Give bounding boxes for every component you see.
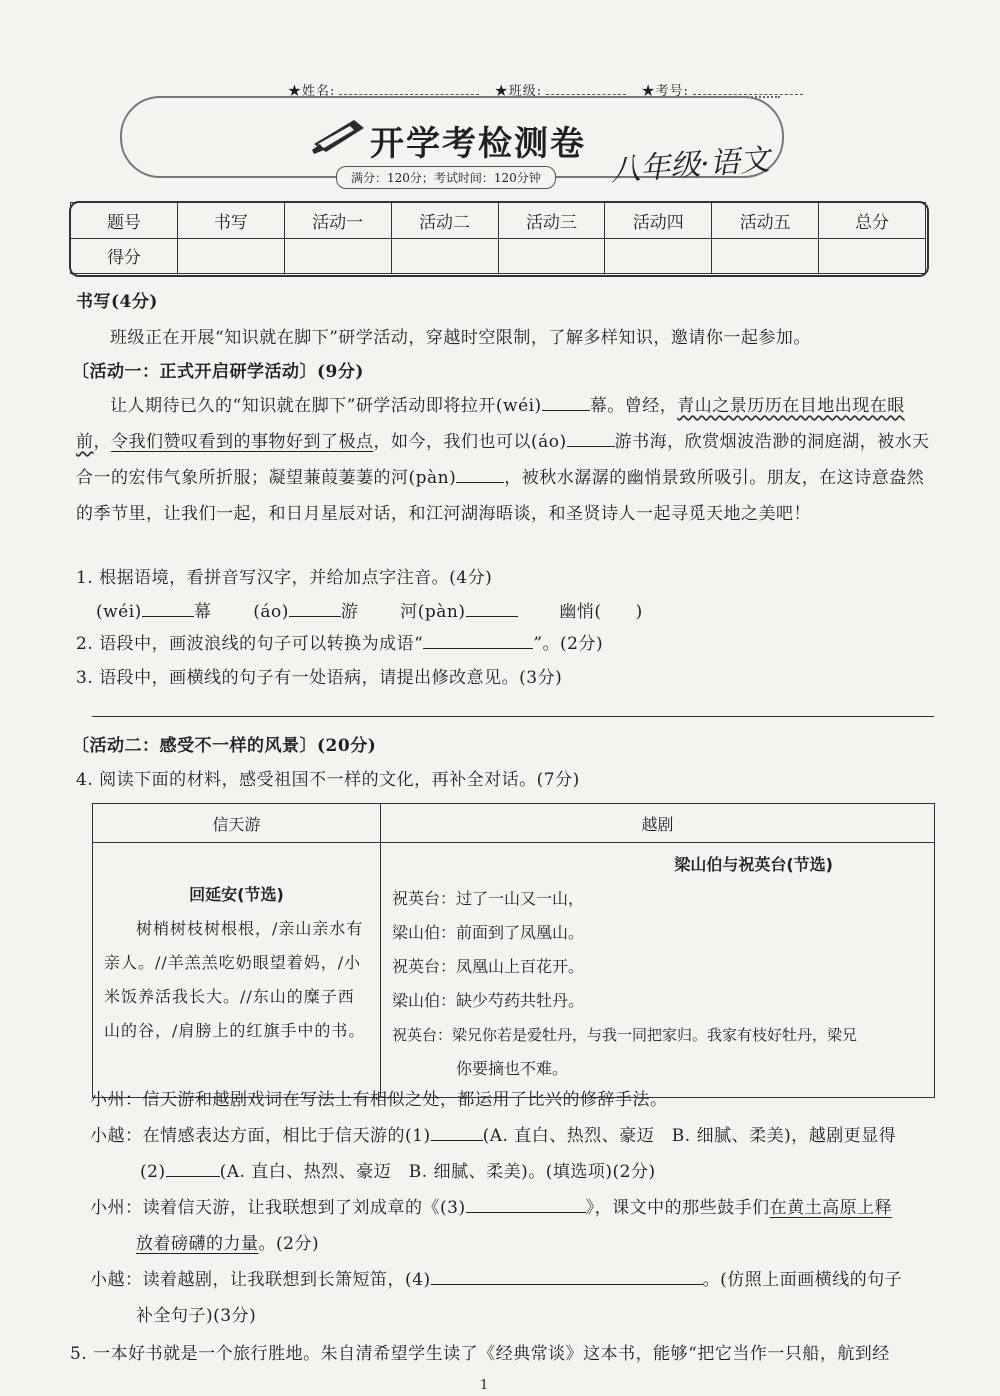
score-cell: 活动四 [605,203,712,239]
answer-blank[interactable] [456,464,504,483]
score-cell: 活动五 [712,203,819,239]
score-input[interactable] [177,238,284,274]
underlined-sentence: 令我们赞叹看到的事物好到了极点 [111,432,374,452]
question-1-items: (wéi) 幕 (áo) 游 河(pàn) 幽悄( ) [96,594,643,630]
opera-line: 你要摘也不难。 [456,1059,569,1078]
score-input[interactable] [391,238,498,274]
opera-line: 祝英台：凤凰山上百花开。 [392,957,585,976]
opera-line: 梁山伯：缺少芍药共牡丹。 [392,991,585,1010]
question-4: 4. 阅读下面的材料，感受祖国不一样的文化，再补全对话。(7分) [76,770,580,790]
score-input[interactable] [712,238,819,274]
score-cell: 活动三 [498,203,605,239]
dialogue-4-cont: 补全句子)(3分) [136,1306,257,1326]
dialogue-1: 小州：信天游和越剧戏词在写法上有相似之处，都运用了比兴的修辞手法。 [90,1090,668,1110]
activity2-heading: 〔活动二：感受不一样的风景〕(20分) [72,736,377,756]
question-5: 5. 一本好书就是一个旅行胜地。朱自清希望学生读了《经典常谈》这本书，能够“把它当作一只船，航到经 [70,1344,890,1364]
score-cell: 总分 [819,203,926,239]
activity1-heading: 〔活动一：正式开启研学活动〕(9分) [72,362,364,382]
score-cell: 活动一 [284,203,391,239]
score-cell: 书写 [177,203,284,239]
dialogue-2: 小越：在情感表达方面，相比于信天游的(1) (A. 直白、热烈、豪迈 B. 细腻、柔美)，越剧更显得 [90,1118,950,1154]
score-value-row [71,238,926,274]
page-number: 1 [480,1378,489,1393]
exam-subtitle: 满分：120分；考试时间：120分钟 [336,166,556,189]
column-header-xintianyou: 信天游 [93,804,381,843]
wavy-sentence: 青山之景历历在目地出现在眼前 [76,396,905,452]
answer-blank[interactable] [289,598,341,617]
underlined-phrase: 放着磅礴的力量 [136,1234,259,1254]
answer-blank[interactable] [423,630,533,649]
answer-blank[interactable] [466,1194,586,1213]
column-header-yueju: 越剧 [381,804,935,843]
answer-blank[interactable] [466,598,518,617]
score-label: 得分 [71,238,178,274]
exam-no-label: ★考号: [641,84,689,99]
score-input[interactable] [605,238,712,274]
opera-title: 梁山伯与祝英台(节选) [674,855,833,874]
poem-cell [93,843,381,1098]
opera-line: 祝英台：过了一山又一山， [392,889,585,908]
intro-paragraph: 班级正在开展“知识就在脚下”研学活动，穿越时空限制，了解多样知识，邀请你一起参加。 [110,328,811,348]
question-2: 2. 语段中，画波浪线的句子可以转换为成语“ ”。(2分) [76,626,603,662]
exam-no-field[interactable] [693,82,803,95]
poem-text: 树梢树枝树根根，/亲山亲水有亲人。//羊羔羔吃奶眼望着妈，/小米饭养活我长大。//东山的糜子西山的谷，/肩膀上的红旗手中的书。 [104,919,366,1040]
dialogue-4: 小越：读着越剧，让我联想到长箫短笛，(4) 。(仿照上面画横线的句子 [90,1262,960,1298]
answer-line[interactable] [92,716,934,717]
question-3: 3. 语段中，画横线的句子有一处语病，请提出修改意见。(3分) [76,668,563,688]
score-cell: 题号 [71,203,178,239]
material-table [92,803,935,1098]
answer-blank[interactable] [542,392,590,411]
question-1: 1. 根据语境，看拼音写汉字，并给加点字注音。(4分) [76,568,493,588]
underlined-phrase: 在黄土高原上释 [769,1198,893,1218]
score-header-row [71,203,926,239]
opera-cell [381,843,935,1098]
class-field[interactable] [546,82,626,95]
answer-blank[interactable] [431,1122,483,1141]
dialogue-3-cont: 放着磅礴的力量。(2分) [136,1234,320,1254]
name-field[interactable] [339,82,479,95]
score-input[interactable] [498,238,605,274]
answer-blank[interactable] [166,1158,220,1177]
writing-heading: 书写(4分) [76,292,158,312]
name-label: ★姓名: [288,84,336,99]
answer-blank[interactable] [431,1266,703,1285]
score-input[interactable] [819,238,926,274]
score-table [70,202,926,274]
dialogue-2-cont: (2) (A. 直白、热烈、豪迈 B. 细腻、柔美)。(填选项)(2分) [140,1154,656,1190]
activity1-passage: 让人期待已久的“知识就在脚下”研学活动即将拉开(wéi) 幕。曾经，青山之景历历在目地出现在眼前，令我们赞叹看到的事物好到了极点，如今，我们也可以(áo) 游书海，欣赏烟波浩渺的洞庭湖，被水天合一的宏伟气象所折服；凝望蒹葭萋萋的河(pàn) ，被秋水潺潺的幽悄景致所吸引。朋友，在这诗意盎然的季节里，让我们一起，和日月星辰对话，和江河湖海晤谈，和圣贤诗人一起寻觅天地之美吧！ [76,388,936,532]
score-input[interactable] [284,238,391,274]
handwritten-grade-subject: 八年级·语文 [609,142,771,189]
poem-title: 回延安(节选) [189,885,284,904]
pen-icon [310,114,368,156]
opera-line: 梁山伯：前面到了凤凰山。 [392,923,585,942]
opera-line: 祝英台：梁兄你若是爱牡丹，与我一同把家归。我家有枝好牡丹，梁兄 [392,1026,858,1044]
answer-blank[interactable] [567,428,615,447]
answer-blank[interactable] [142,598,194,617]
score-cell: 活动二 [391,203,498,239]
class-label: ★班级: [494,84,543,99]
exam-title: 开学考检测卷 [370,124,586,164]
dialogue-3: 小州：读着信天游，让我联想到了刘成章的《(3) 》，课文中的那些鼓手们在黄土高原上释 [90,1190,950,1226]
